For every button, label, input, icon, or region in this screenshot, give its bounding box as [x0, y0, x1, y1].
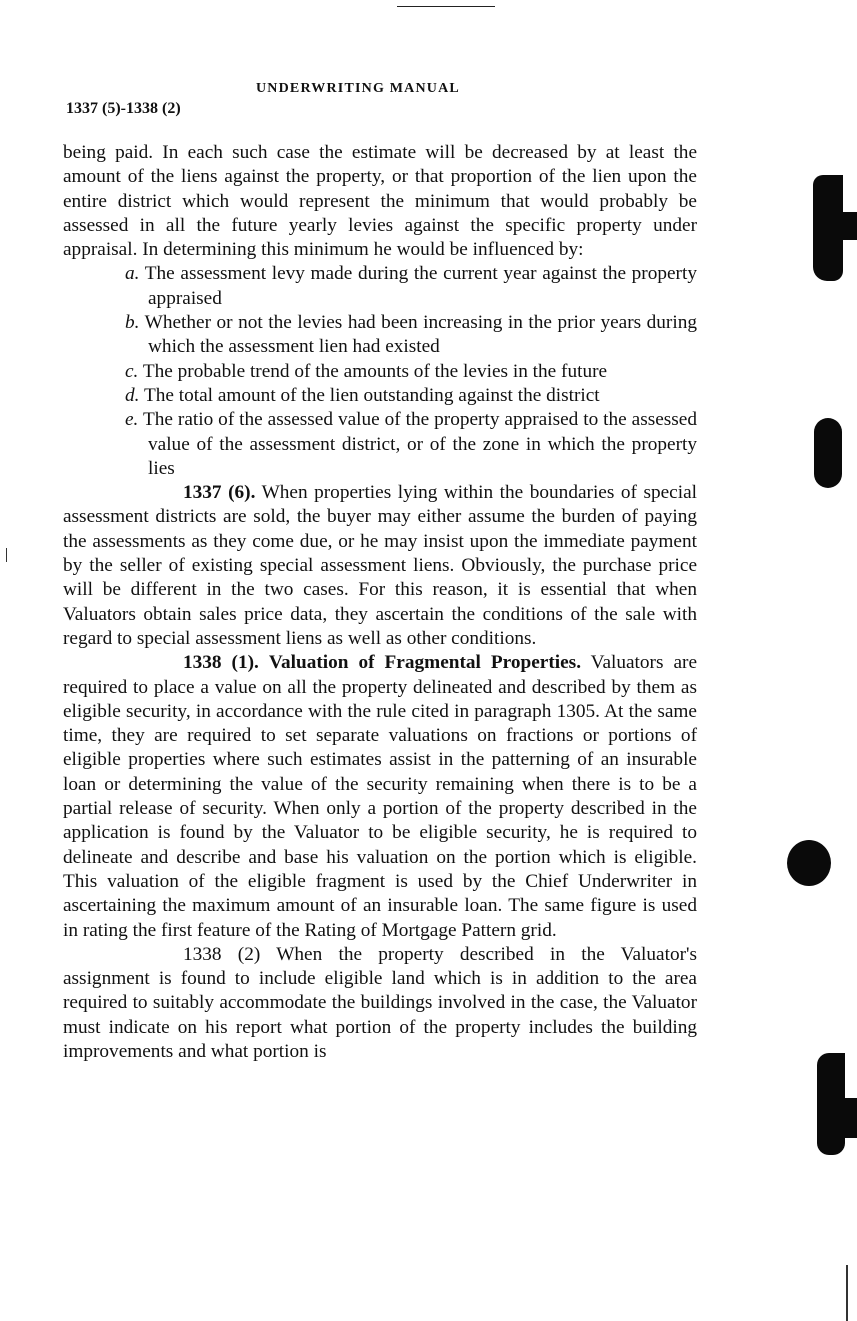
section-title: Valuation of Fragmental Properties.: [268, 652, 582, 674]
factor-letter: e.: [125, 409, 139, 431]
factor-text: Whether or not the levies had been increasing in the prior years during which the assessment lien had existed: [144, 312, 697, 358]
binder-hole-bottom: [817, 1053, 845, 1155]
section-number: 1338 (1).: [183, 652, 259, 674]
factor-item-b: [125, 311, 697, 360]
factor-text: The probable trend of the amounts of the levies in the future: [142, 360, 608, 382]
section-number: 1338 (2): [183, 943, 261, 965]
binder-hole-mid: [814, 418, 842, 488]
section-text: When the property described in the Valuator's assignment is found to include eligible land which is in addition to the area required to suitably accommodate the buildings involved in the case, the Valuator must indicate on his report what portion of the property includes the building improvements and what portion is: [63, 943, 697, 1062]
binder-hole-circle: [787, 840, 831, 886]
section-1338-1: [63, 651, 697, 943]
factor-letter: d.: [125, 384, 140, 406]
body-text: [63, 141, 697, 1064]
factor-letter: a.: [125, 263, 140, 285]
factor-text: The total amount of the lien outstanding against the district: [143, 384, 600, 406]
continuation-paragraph: being paid. In each such case the estimate will be decreased by at least the amount of the liens against the property, or that proportion of the lien upon the entire district which would represent the minimum that would probably be assessed in all the future yearly levies against the specific property under appraisal. In determining this minimum he would be influenced by:: [63, 142, 697, 261]
factor-item-c: [125, 360, 697, 384]
section-1337-6: [63, 481, 697, 651]
factor-text: The assessment levy made during the current year against the property appraised: [144, 263, 697, 309]
section-text: Valuators are required to place a value on all the property delineated and described by them as eligible security, in accordance with the rule cited in paragraph 1305. At the same time, they are required to set separate valuations on fractions or portions of eligible properties where such estimates assist in the patterning of an insurable loan or determining the value of the security remaining when there is to be a partial release of security. When only a portion of the property described in the application is found by the Valuator to be eligible security, he is required to delineate and describe and base his valuation on the portion which is eligible. This valuation of the eligible fragment is used by the Chief Underwriter in ascertaining the maximum amount of an insurable loan. The same figure is used in rating the first feature of the Rating of Mortgage Pattern grid.: [63, 652, 697, 941]
factor-text: The ratio of the assessed value of the property appraised to the assessed value of the assessment district, or of the zone in which the property lies: [142, 409, 697, 479]
binder-hole-bottom-notch: [842, 1098, 857, 1138]
factor-item-a: [125, 262, 697, 311]
binder-hole-top: [813, 175, 843, 281]
section-1338-2: [63, 943, 697, 1064]
binder-hole-top-notch: [840, 212, 857, 240]
factor-item-e: [125, 408, 697, 481]
section-text: When properties lying within the boundaries of special assessment districts are sold, the buyer may either assume the burden of paying the assessments as they come due, or he may insist upon the immediate payment by the seller of existing special assessment liens. Obviously, the purchase price will be different in the two cases. For this reason, it is essential that when Valuators obtain sales price data, they ascertain the conditions of the sale with regard to special assessment liens as well as other conditions.: [63, 482, 697, 649]
section-range: 1337 (5)-1338 (2): [66, 100, 181, 117]
section-number: 1337 (6).: [183, 482, 256, 504]
top-rule: [397, 6, 495, 7]
running-head: UNDERWRITING MANUAL: [256, 81, 460, 96]
scan-edge-mark: [6, 548, 7, 562]
factor-letter: c.: [125, 360, 139, 382]
factor-letter: b.: [125, 312, 140, 334]
scan-edge-mark: [846, 1265, 848, 1321]
factor-list: [63, 262, 697, 481]
factor-item-d: [125, 384, 697, 408]
